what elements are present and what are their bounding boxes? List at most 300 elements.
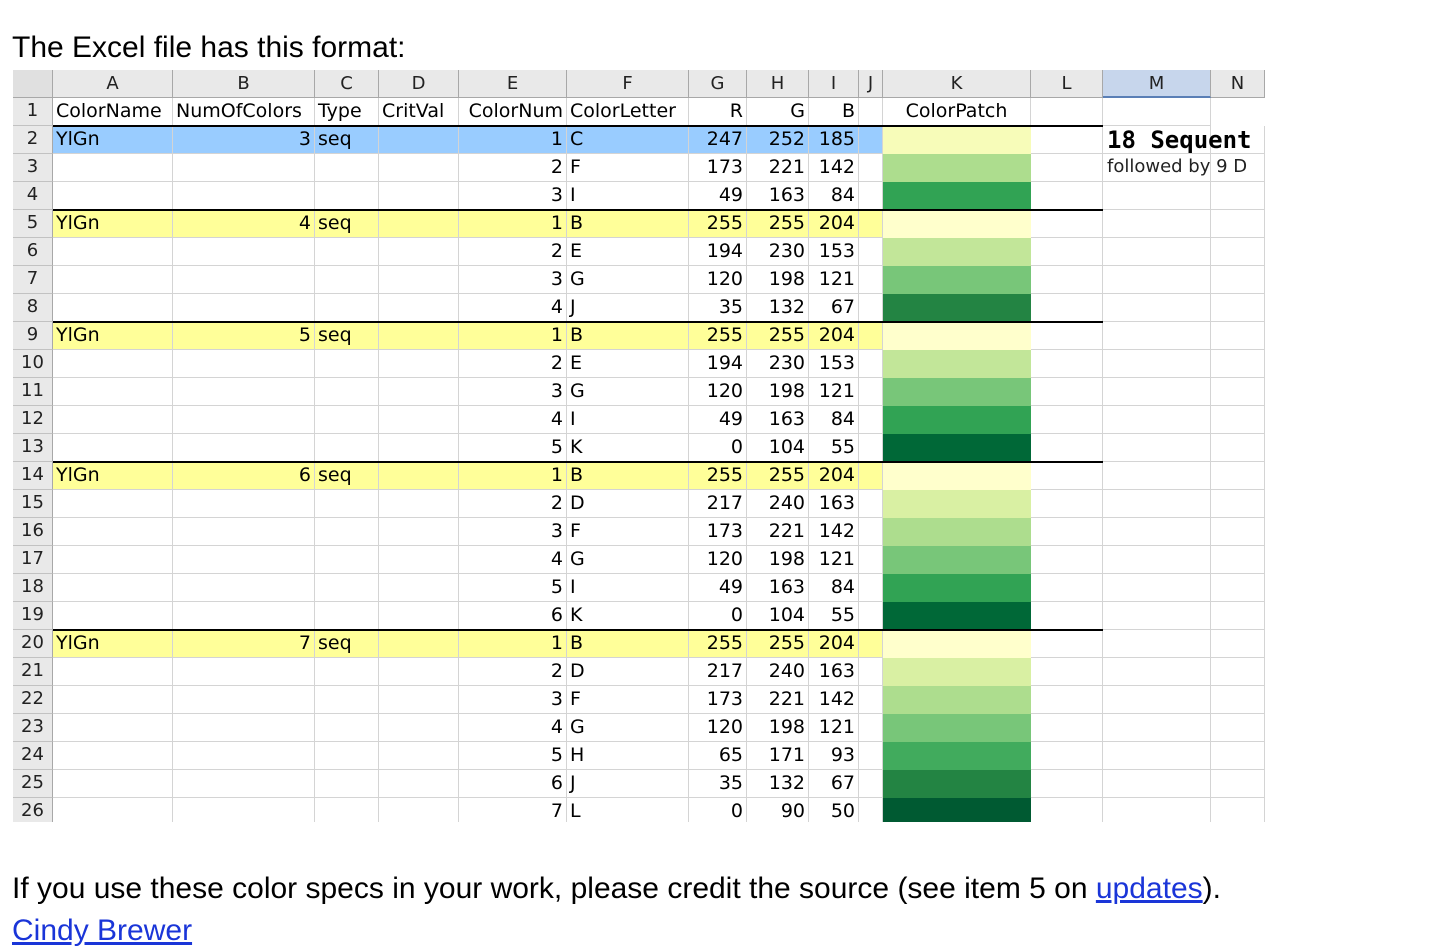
column-header-k[interactable]: K	[883, 70, 1031, 98]
cell-type[interactable]	[315, 182, 379, 210]
cell-b[interactable]: 163	[809, 658, 859, 686]
cell-empty[interactable]	[859, 182, 883, 210]
cell-empty[interactable]	[1103, 462, 1211, 490]
header-cell[interactable]: G	[747, 98, 809, 126]
cell-cl[interactable]: F	[567, 686, 689, 714]
row-header[interactable]: 18	[13, 574, 53, 602]
cell-empty[interactable]	[379, 490, 459, 518]
cell-cl[interactable]: D	[567, 490, 689, 518]
cell-r[interactable]: 35	[689, 294, 747, 322]
cell-empty[interactable]	[859, 658, 883, 686]
cell-empty[interactable]	[1103, 294, 1211, 322]
cell-num[interactable]	[173, 378, 315, 406]
cell-cl[interactable]: I	[567, 574, 689, 602]
cell-empty[interactable]	[859, 490, 883, 518]
cell-empty[interactable]	[379, 210, 459, 238]
cell-empty[interactable]	[1103, 238, 1211, 266]
cell-empty[interactable]	[379, 434, 459, 462]
cell-cl[interactable]: I	[567, 406, 689, 434]
cell-empty[interactable]	[1031, 434, 1103, 462]
cell-empty[interactable]	[1211, 266, 1265, 294]
cell-g[interactable]: 90	[747, 798, 809, 822]
cell-empty[interactable]	[1031, 742, 1103, 770]
cell-g[interactable]: 221	[747, 154, 809, 182]
cell-g[interactable]: 221	[747, 518, 809, 546]
cell-empty[interactable]	[379, 630, 459, 658]
cell-empty[interactable]	[1031, 658, 1103, 686]
cell-empty[interactable]	[1211, 518, 1265, 546]
cell-num[interactable]	[173, 602, 315, 630]
cell-type[interactable]	[315, 770, 379, 798]
cell-num[interactable]	[173, 770, 315, 798]
cell-empty[interactable]	[1103, 602, 1211, 630]
cell-cl[interactable]: J	[567, 294, 689, 322]
header-cell[interactable]: ColorName	[53, 98, 173, 126]
cell-b[interactable]: 153	[809, 238, 859, 266]
header-cell[interactable]: Type	[315, 98, 379, 126]
cell-r[interactable]: 49	[689, 406, 747, 434]
cell-cn[interactable]: 4	[459, 546, 567, 574]
cell-empty[interactable]	[1031, 686, 1103, 714]
cell-empty[interactable]	[1103, 434, 1211, 462]
cell-num[interactable]	[173, 546, 315, 574]
cell-empty[interactable]	[1211, 546, 1265, 574]
cell-empty[interactable]	[1103, 742, 1211, 770]
row-header[interactable]: 10	[13, 350, 53, 378]
cell-cl[interactable]: H	[567, 742, 689, 770]
cell-g[interactable]: 198	[747, 714, 809, 742]
cell-empty[interactable]	[1211, 210, 1265, 238]
cell-cl[interactable]: B	[567, 322, 689, 350]
cell-empty[interactable]	[1031, 238, 1103, 266]
cell-empty[interactable]	[379, 770, 459, 798]
cell-name[interactable]	[53, 546, 173, 574]
cell-cn[interactable]: 5	[459, 434, 567, 462]
cell-empty[interactable]	[1211, 574, 1265, 602]
cell-b[interactable]: 67	[809, 770, 859, 798]
cell-cl[interactable]: B	[567, 210, 689, 238]
cell-empty[interactable]	[1103, 490, 1211, 518]
cell-b[interactable]: 55	[809, 602, 859, 630]
cell-type[interactable]	[315, 490, 379, 518]
column-header-l[interactable]: L	[1031, 70, 1103, 98]
cell-name[interactable]	[53, 154, 173, 182]
cell-b[interactable]: 121	[809, 714, 859, 742]
cell-g[interactable]: 198	[747, 266, 809, 294]
column-header-c[interactable]: C	[315, 70, 379, 98]
cell-num[interactable]	[173, 154, 315, 182]
cell-empty[interactable]	[1103, 714, 1211, 742]
row-header[interactable]: 9	[13, 322, 53, 350]
cell-cl[interactable]: G	[567, 266, 689, 294]
cell-empty[interactable]	[379, 378, 459, 406]
cell-name[interactable]	[53, 770, 173, 798]
cell-empty[interactable]	[1103, 658, 1211, 686]
cell-empty[interactable]	[1031, 574, 1103, 602]
cell-type[interactable]: seq	[315, 126, 379, 154]
cell-empty[interactable]	[1103, 686, 1211, 714]
cell-empty[interactable]	[1103, 182, 1211, 210]
cell-num[interactable]	[173, 798, 315, 822]
cell-g[interactable]: 132	[747, 770, 809, 798]
cell-name[interactable]	[53, 182, 173, 210]
cell-name[interactable]	[53, 686, 173, 714]
cell-type[interactable]	[315, 658, 379, 686]
cell-num[interactable]	[173, 434, 315, 462]
cell-r[interactable]: 0	[689, 602, 747, 630]
cell-empty[interactable]	[859, 266, 883, 294]
cell-r[interactable]: 173	[689, 154, 747, 182]
cell-r[interactable]: 173	[689, 518, 747, 546]
cell-b[interactable]: 84	[809, 574, 859, 602]
cell-empty[interactable]	[1031, 518, 1103, 546]
cell-cl[interactable]: G	[567, 714, 689, 742]
cell-r[interactable]: 194	[689, 350, 747, 378]
author-link[interactable]: Cindy Brewer	[12, 914, 193, 947]
cell-empty[interactable]	[1031, 546, 1103, 574]
cell-b[interactable]: 84	[809, 182, 859, 210]
cell-name[interactable]	[53, 798, 173, 822]
cell-empty[interactable]	[1031, 182, 1103, 210]
cell-empty[interactable]	[1211, 630, 1265, 658]
row-header[interactable]: 11	[13, 378, 53, 406]
cell-empty[interactable]	[379, 406, 459, 434]
cell-num[interactable]	[173, 406, 315, 434]
cell-cn[interactable]: 3	[459, 686, 567, 714]
cell-name[interactable]: YlGn	[53, 462, 173, 490]
cell-r[interactable]: 120	[689, 546, 747, 574]
cell-empty[interactable]	[1211, 378, 1265, 406]
cell-b[interactable]: 204	[809, 210, 859, 238]
cell-g[interactable]: 163	[747, 182, 809, 210]
row-header[interactable]: 13	[13, 434, 53, 462]
row-header[interactable]: 2	[13, 126, 53, 154]
cell-empty[interactable]	[859, 238, 883, 266]
cell-empty[interactable]	[1211, 602, 1265, 630]
cell-cl[interactable]: L	[567, 798, 689, 822]
cell-b[interactable]: 67	[809, 294, 859, 322]
cell-r[interactable]: 120	[689, 714, 747, 742]
row-header[interactable]: 19	[13, 602, 53, 630]
cell-num[interactable]	[173, 266, 315, 294]
cell-empty[interactable]	[1103, 266, 1211, 294]
cell-type[interactable]	[315, 546, 379, 574]
cell-empty[interactable]	[379, 322, 459, 350]
cell-name[interactable]	[53, 518, 173, 546]
cell-cl[interactable]: B	[567, 462, 689, 490]
row-header[interactable]: 16	[13, 518, 53, 546]
cell-empty[interactable]	[1031, 602, 1103, 630]
cell-cn[interactable]: 5	[459, 742, 567, 770]
cell-b[interactable]: 84	[809, 406, 859, 434]
cell-cn[interactable]: 4	[459, 406, 567, 434]
row-header[interactable]: 6	[13, 238, 53, 266]
cell-cn[interactable]: 2	[459, 658, 567, 686]
cell-cn[interactable]: 2	[459, 238, 567, 266]
cell-type[interactable]	[315, 294, 379, 322]
cell-empty[interactable]	[1103, 406, 1211, 434]
cell-cn[interactable]: 5	[459, 574, 567, 602]
cell-name[interactable]	[53, 266, 173, 294]
cell-b[interactable]: 93	[809, 742, 859, 770]
cell-g[interactable]: 104	[747, 602, 809, 630]
cell-b[interactable]: 121	[809, 378, 859, 406]
cell-num[interactable]	[173, 490, 315, 518]
column-header-g[interactable]: G	[689, 70, 747, 98]
header-cell[interactable]	[859, 98, 883, 126]
cell-empty[interactable]	[1103, 770, 1211, 798]
cell-cl[interactable]: J	[567, 770, 689, 798]
cell-num[interactable]: 3	[173, 126, 315, 154]
cell-empty[interactable]	[1211, 770, 1265, 798]
cell-empty[interactable]	[1031, 406, 1103, 434]
cell-empty[interactable]	[1103, 546, 1211, 574]
row-header[interactable]: 1	[13, 98, 53, 126]
cell-type[interactable]: seq	[315, 210, 379, 238]
cell-g[interactable]: 255	[747, 210, 809, 238]
cell-empty[interactable]	[379, 462, 459, 490]
cell-type[interactable]	[315, 714, 379, 742]
cell-empty[interactable]	[1103, 378, 1211, 406]
cell-cn[interactable]: 7	[459, 798, 567, 822]
cell-type[interactable]	[315, 686, 379, 714]
cell-g[interactable]: 198	[747, 378, 809, 406]
row-header[interactable]: 3	[13, 154, 53, 182]
cell-type[interactable]	[315, 434, 379, 462]
cell-empty[interactable]	[1031, 490, 1103, 518]
cell-r[interactable]: 194	[689, 238, 747, 266]
updates-link[interactable]: updates	[1095, 872, 1203, 905]
column-header-d[interactable]: D	[379, 70, 459, 98]
cell-g[interactable]: 230	[747, 238, 809, 266]
cell-cl[interactable]: C	[567, 126, 689, 154]
header-cell[interactable]: ColorPatch	[883, 98, 1031, 126]
row-header[interactable]: 14	[13, 462, 53, 490]
cell-b[interactable]: 121	[809, 546, 859, 574]
cell-g[interactable]: 171	[747, 742, 809, 770]
cell-cn[interactable]: 4	[459, 294, 567, 322]
row-header[interactable]: 20	[13, 630, 53, 658]
cell-empty[interactable]	[859, 518, 883, 546]
cell-name[interactable]	[53, 574, 173, 602]
cell-empty[interactable]	[1103, 518, 1211, 546]
row-header[interactable]: 8	[13, 294, 53, 322]
cell-empty[interactable]	[859, 434, 883, 462]
cell-num[interactable]	[173, 658, 315, 686]
cell-empty[interactable]	[379, 126, 459, 154]
cell-num[interactable]	[173, 714, 315, 742]
cell-name[interactable]	[53, 406, 173, 434]
cell-cl[interactable]: F	[567, 154, 689, 182]
cell-empty[interactable]	[1211, 490, 1265, 518]
cell-g[interactable]: 104	[747, 434, 809, 462]
cell-empty[interactable]	[379, 742, 459, 770]
cell-cn[interactable]: 1	[459, 630, 567, 658]
cell-cl[interactable]: K	[567, 602, 689, 630]
cell-type[interactable]	[315, 518, 379, 546]
cell-empty[interactable]	[859, 322, 883, 350]
cell-r[interactable]: 120	[689, 378, 747, 406]
cell-type[interactable]	[315, 154, 379, 182]
cell-cl[interactable]: F	[567, 518, 689, 546]
cell-empty[interactable]	[1031, 714, 1103, 742]
header-cell[interactable]: NumOfColors	[173, 98, 315, 126]
cell-empty[interactable]	[1211, 294, 1265, 322]
header-cell[interactable]	[1103, 98, 1211, 126]
cell-empty[interactable]	[379, 182, 459, 210]
column-header-i[interactable]: I	[809, 70, 859, 98]
cell-empty[interactable]	[859, 294, 883, 322]
cell-empty[interactable]	[1211, 462, 1265, 490]
cell-num[interactable]	[173, 182, 315, 210]
cell-empty[interactable]	[1031, 126, 1103, 154]
cell-empty[interactable]	[859, 406, 883, 434]
cell-cn[interactable]: 3	[459, 266, 567, 294]
cell-cl[interactable]: E	[567, 238, 689, 266]
cell-name[interactable]	[53, 434, 173, 462]
cell-empty[interactable]	[1211, 350, 1265, 378]
cell-name[interactable]	[53, 742, 173, 770]
cell-b[interactable]: 204	[809, 630, 859, 658]
cell-r[interactable]: 0	[689, 434, 747, 462]
cell-num[interactable]: 6	[173, 462, 315, 490]
cell-empty[interactable]	[859, 574, 883, 602]
cell-num[interactable]	[173, 350, 315, 378]
cell-empty[interactable]	[859, 126, 883, 154]
cell-empty[interactable]	[1031, 350, 1103, 378]
cell-cn[interactable]: 1	[459, 126, 567, 154]
cell-g[interactable]: 252	[747, 126, 809, 154]
cell-empty[interactable]	[379, 154, 459, 182]
cell-r[interactable]: 247	[689, 126, 747, 154]
cell-empty[interactable]	[1211, 434, 1265, 462]
cell-empty[interactable]	[1103, 574, 1211, 602]
cell-b[interactable]: 142	[809, 686, 859, 714]
column-header-m[interactable]: M	[1103, 70, 1211, 98]
header-cell[interactable]: ColorNum	[459, 98, 567, 126]
cell-name[interactable]: YlGn	[53, 630, 173, 658]
cell-g[interactable]: 163	[747, 574, 809, 602]
cell-empty[interactable]	[1211, 322, 1265, 350]
cell-empty[interactable]	[1103, 322, 1211, 350]
cell-cl[interactable]: D	[567, 658, 689, 686]
cell-b[interactable]: 142	[809, 518, 859, 546]
cell-empty[interactable]	[1031, 630, 1103, 658]
cell-type[interactable]	[315, 406, 379, 434]
cell-num[interactable]: 5	[173, 322, 315, 350]
cell-empty[interactable]	[379, 686, 459, 714]
cell-b[interactable]: 185	[809, 126, 859, 154]
cell-cn[interactable]: 3	[459, 182, 567, 210]
cell-type[interactable]: seq	[315, 462, 379, 490]
cell-empty[interactable]	[379, 294, 459, 322]
cell-r[interactable]: 120	[689, 266, 747, 294]
cell-cn[interactable]: 2	[459, 154, 567, 182]
row-header[interactable]: 21	[13, 658, 53, 686]
cell-empty[interactable]	[859, 630, 883, 658]
cell-cn[interactable]: 4	[459, 714, 567, 742]
cell-empty[interactable]	[1211, 798, 1265, 822]
header-cell[interactable]	[1031, 98, 1103, 126]
cell-empty[interactable]	[1031, 294, 1103, 322]
cell-empty[interactable]	[859, 350, 883, 378]
cell-empty[interactable]	[859, 210, 883, 238]
cell-name[interactable]	[53, 658, 173, 686]
cell-cl[interactable]: K	[567, 434, 689, 462]
cell-g[interactable]: 240	[747, 658, 809, 686]
cell-g[interactable]: 163	[747, 406, 809, 434]
row-header[interactable]: 17	[13, 546, 53, 574]
cell-cn[interactable]: 2	[459, 490, 567, 518]
cell-r[interactable]: 35	[689, 770, 747, 798]
cell-name[interactable]: YlGn	[53, 126, 173, 154]
cell-type[interactable]	[315, 266, 379, 294]
cell-empty[interactable]	[379, 798, 459, 822]
cell-r[interactable]: 217	[689, 490, 747, 518]
cell-type[interactable]	[315, 378, 379, 406]
cell-g[interactable]: 198	[747, 546, 809, 574]
cell-num[interactable]	[173, 574, 315, 602]
cell-empty[interactable]	[859, 154, 883, 182]
cell-name[interactable]: YlGn	[53, 210, 173, 238]
cell-type[interactable]: seq	[315, 322, 379, 350]
cell-empty[interactable]	[1031, 154, 1103, 182]
row-header[interactable]: 7	[13, 266, 53, 294]
cell-g[interactable]: 132	[747, 294, 809, 322]
cell-cn[interactable]: 3	[459, 378, 567, 406]
cell-name[interactable]: YlGn	[53, 322, 173, 350]
cell-name[interactable]	[53, 238, 173, 266]
cell-empty[interactable]	[379, 546, 459, 574]
row-header[interactable]: 25	[13, 770, 53, 798]
cell-cn[interactable]: 6	[459, 602, 567, 630]
cell-b[interactable]: 204	[809, 322, 859, 350]
cell-cl[interactable]: B	[567, 630, 689, 658]
cell-g[interactable]: 240	[747, 490, 809, 518]
cell-num[interactable]	[173, 238, 315, 266]
cell-type[interactable]	[315, 350, 379, 378]
cell-g[interactable]: 255	[747, 462, 809, 490]
cell-empty[interactable]	[1211, 742, 1265, 770]
cell-b[interactable]: 55	[809, 434, 859, 462]
cell-name[interactable]	[53, 350, 173, 378]
cell-empty[interactable]	[859, 770, 883, 798]
cell-r[interactable]: 255	[689, 630, 747, 658]
cell-cl[interactable]: E	[567, 350, 689, 378]
header-cell[interactable]: B	[809, 98, 859, 126]
cell-empty[interactable]	[1031, 266, 1103, 294]
header-cell[interactable]: ColorLetter	[567, 98, 689, 126]
cell-empty[interactable]	[1031, 378, 1103, 406]
cell-empty[interactable]	[859, 686, 883, 714]
cell-r[interactable]: 49	[689, 182, 747, 210]
cell-cn[interactable]: 1	[459, 462, 567, 490]
select-all-corner[interactable]	[13, 70, 53, 98]
cell-empty[interactable]	[859, 798, 883, 822]
cell-empty[interactable]	[859, 602, 883, 630]
cell-empty[interactable]	[379, 266, 459, 294]
cell-num[interactable]	[173, 742, 315, 770]
cell-cl[interactable]: G	[567, 378, 689, 406]
cell-cn[interactable]: 1	[459, 322, 567, 350]
cell-empty[interactable]	[1211, 714, 1265, 742]
cell-b[interactable]: 163	[809, 490, 859, 518]
header-cell[interactable]: R	[689, 98, 747, 126]
cell-name[interactable]	[53, 602, 173, 630]
cell-name[interactable]	[53, 490, 173, 518]
column-header-a[interactable]: A	[53, 70, 173, 98]
cell-b[interactable]: 153	[809, 350, 859, 378]
